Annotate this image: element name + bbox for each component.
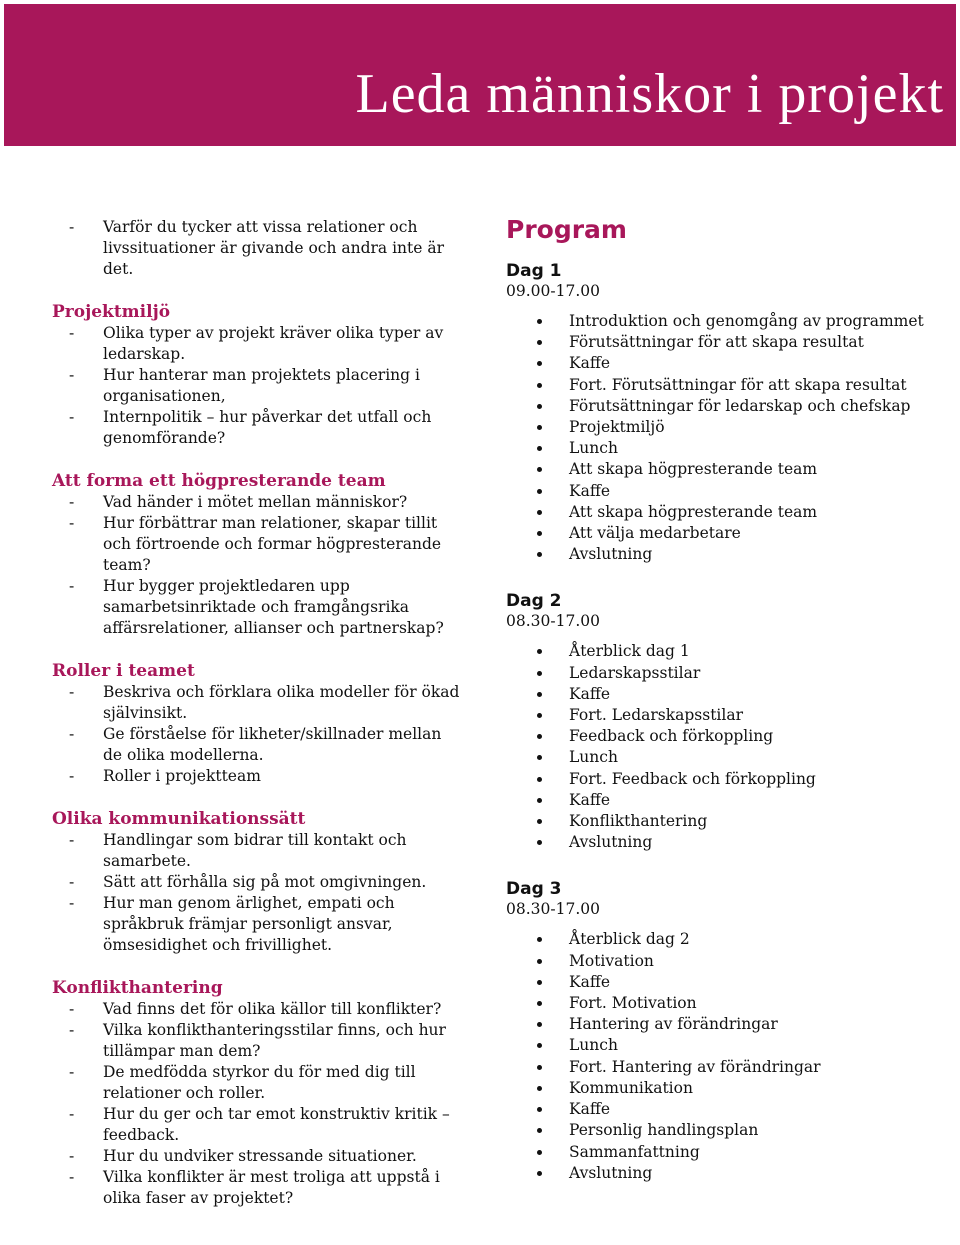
list-item: - Ge förståelse för likheter/skillnader mellan de olika modellerna. [52, 724, 462, 766]
section-konflikthantering [52, 978, 462, 1209]
list-item: - Vilka konflikthanteringsstilar finns, och hur tillämpar man dem? [52, 1020, 462, 1062]
list-item: - Hur man genom ärlighet, empati och språkbruk främjar personligt ansvar, ömsesidighet och frivillighet. [52, 893, 462, 956]
schedule-item: Lunch [506, 747, 946, 768]
schedule-item: Motivation [506, 951, 946, 972]
section-roller-i-teamet [52, 661, 462, 787]
section-list [52, 323, 462, 449]
section-list [52, 999, 462, 1209]
list-item: - Sätt att förhålla sig på mot omgivningen. [52, 872, 462, 893]
day-time: 08.30-17.00 [506, 612, 600, 631]
schedule-item: Fort. Ledarskapsstilar [506, 705, 946, 726]
schedule-item: Hantering av förändringar [506, 1014, 946, 1035]
section-heading: Projektmiljö [52, 302, 171, 322]
schedule-item: Fort. Motivation [506, 993, 946, 1014]
section-list [52, 682, 462, 787]
schedule-item: Avslutning [506, 832, 946, 853]
schedule-item: Fort. Hantering av förändringar [506, 1057, 946, 1078]
schedule-item: Sammanfattning [506, 1142, 946, 1163]
section-heading: Roller i teamet [52, 661, 195, 681]
list-item: - Vilka konflikter är mest troliga att uppstå i olika faser av projektet? [52, 1167, 462, 1209]
schedule-item: Introduktion och genomgång av programmet [506, 311, 946, 332]
schedule-item: Kaffe [506, 972, 946, 993]
list-item: - Olika typer av projekt kräver olika typer av ledarskap. [52, 323, 462, 365]
day-title: Dag 3 [506, 879, 562, 900]
intro-list [52, 217, 462, 280]
schedule-item: Lunch [506, 1035, 946, 1056]
list-item: - Internpolitik – hur påverkar det utfall och genomförande? [52, 407, 462, 449]
schedule-item: Personlig handlingsplan [506, 1120, 946, 1141]
day-2 [506, 591, 946, 853]
schedule-item: Ledarskapsstilar [506, 663, 946, 684]
program-column [506, 215, 946, 1210]
section-heading: Konflikthantering [52, 978, 223, 998]
section-kommunikationssatt [52, 809, 462, 956]
schedule-item: Avslutning [506, 544, 946, 565]
title-banner [4, 4, 956, 146]
schedule-item: Att skapa högpresterande team [506, 502, 946, 523]
section-list [52, 830, 462, 956]
schedule-item: Återblick dag 2 [506, 929, 946, 950]
schedule-item: Återblick dag 1 [506, 641, 946, 662]
section-hogpresterande-team [52, 471, 462, 639]
schedule-item: Att skapa högpresterande team [506, 459, 946, 480]
page-title: Leda människor i projekt [355, 63, 944, 125]
schedule-item: Att välja medarbetare [506, 523, 946, 544]
schedule-item: Förutsättningar för att skapa resultat [506, 332, 946, 353]
schedule-item: Lunch [506, 438, 946, 459]
schedule-item: Kaffe [506, 684, 946, 705]
list-item: - Roller i projektteam [52, 766, 462, 787]
list-item: - Hur du ger och tar emot konstruktiv kritik – feedback. [52, 1104, 462, 1146]
program-title: Program [506, 215, 627, 244]
schedule-item: Konflikthantering [506, 811, 946, 832]
schedule-item: Kaffe [506, 790, 946, 811]
day-time: 08.30-17.00 [506, 900, 600, 919]
list-item: - Vad händer i mötet mellan människor? [52, 492, 462, 513]
schedule-item: Avslutning [506, 1163, 946, 1184]
list-item: - De medfödda styrkor du för med dig till relationer och roller. [52, 1062, 462, 1104]
day-title: Dag 2 [506, 591, 562, 612]
list-item: - Beskriva och förklara olika modeller för ökad självinsikt. [52, 682, 462, 724]
section-heading: Olika kommunikationssätt [52, 809, 306, 829]
schedule-item: Förutsättningar för ledarskap och chefskap [506, 396, 946, 417]
schedule-list [506, 641, 946, 853]
schedule-item: Kommunikation [506, 1078, 946, 1099]
schedule-item: Fort. Feedback och förkoppling [506, 769, 946, 790]
schedule-item: Fort. Förutsättningar för att skapa resultat [506, 375, 946, 396]
day-1 [506, 261, 946, 565]
schedule-list [506, 311, 946, 565]
day-title: Dag 1 [506, 261, 562, 281]
section-list [52, 492, 462, 639]
list-item: - Hur hanterar man projektets placering i organisationen, [52, 365, 462, 407]
schedule-item: Kaffe [506, 1099, 946, 1120]
section-projektmiljo [52, 302, 462, 449]
list-item: - Varför du tycker att vissa relationer och livssituationer är givande och andra inte är det. [52, 217, 462, 280]
list-item: - Hur förbättrar man relationer, skapar tillit och förtroende och formar högpresterande team? [52, 513, 462, 576]
schedule-list [506, 929, 946, 1183]
list-item: - Vad finns det för olika källor till konflikter? [52, 999, 462, 1020]
schedule-item: Kaffe [506, 481, 946, 502]
course-content-column [52, 217, 462, 1209]
list-item: - Handlingar som bidrar till kontakt och samarbete. [52, 830, 462, 872]
list-item: - Hur du undviker stressande situationer. [52, 1146, 462, 1167]
list-item: - Hur bygger projektledaren upp samarbetsinriktade och framgångsrika affärsrelationer, allianser och partnerskap? [52, 576, 462, 639]
day-3 [506, 879, 946, 1183]
schedule-item: Feedback och förkoppling [506, 726, 946, 747]
day-time: 09.00-17.00 [506, 282, 600, 300]
schedule-item: Kaffe [506, 353, 946, 374]
schedule-item: Projektmiljö [506, 417, 946, 438]
section-heading: Att forma ett högpresterande team [52, 471, 386, 491]
